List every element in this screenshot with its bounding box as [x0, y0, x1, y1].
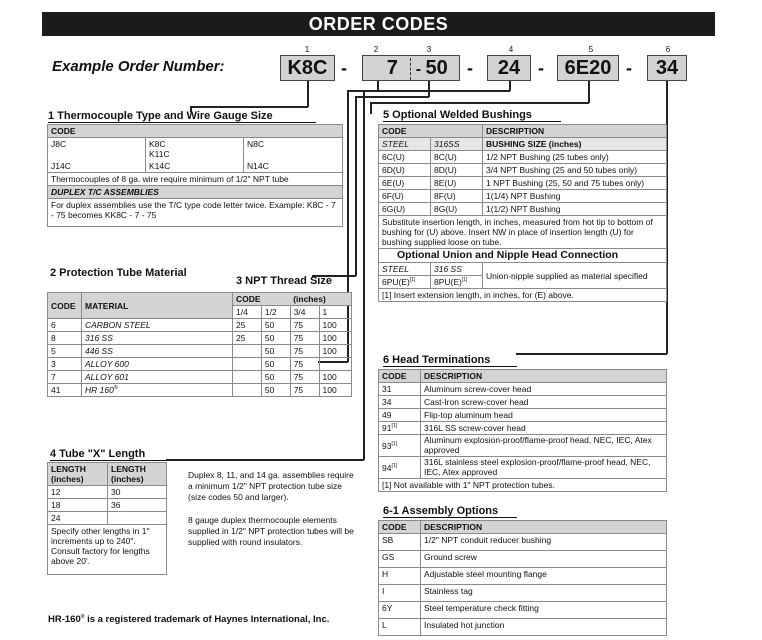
code-box-length: 24 [487, 55, 531, 81]
npt-code-header: CODE [233, 293, 291, 306]
union-code: 8PU(E)[1] [431, 276, 483, 289]
section-6-1-table [378, 520, 667, 636]
section-2-title: 2 Protection Tube Material [50, 267, 187, 279]
npt-inches-header: (inches) [290, 293, 351, 306]
table-row: 24 [48, 512, 167, 525]
table-row: 7 ALLOY 601 50 75 100 [48, 371, 352, 384]
section-4-table [47, 462, 167, 575]
connector-line [588, 81, 590, 103]
table-row: L Insulated hot junction [379, 619, 667, 636]
connector-line [428, 81, 430, 97]
code-number-2: 2 [373, 45, 379, 54]
material-header: MATERIAL [82, 293, 233, 319]
code-number-3: 3 [426, 45, 432, 54]
code-header: CODE [48, 125, 343, 138]
table-row: 6C(U) 8C(U) 1/2 NPT Bushing (25 tubes only) [379, 151, 667, 164]
table-row: 93[1] Aluminum explosion-proof/flame-proof head, NEC, IEC, Atex approved [379, 435, 667, 457]
section-5-table: CODE DESCRIPTION STEEL 316SS BUSHING SIZE (inches) 6C(U) 8C(U) 1/2 NPT Bushing (25 tubes only) 6D(U) 8D(U) 3/4 NPT Bushing (25 and 50 tubes only) 6E(U) 8E(U) 1 NPT Bushing (25, 50 and 75 tubes only) 6F(U) 8F(U) 1(1/4) NPT Bushing 6G(U) 8G(U) 1(1/2) NPT Bushing Substitute insertion length, in inches, measured from hot tip to bottom of bushing for (U) above. Insert NW in place of insertion length (U) for bushing supplied loose on tube. Optional Union and Nipple Head Connection STEEL 316 SS Union-nipple supplied as material specified 6PU(E)[1] 8PU(E)[1] [1] Insert extension length, in inches, for (E) above. [378, 124, 667, 302]
tc-code-cell: J14C [48, 160, 146, 173]
table-row: 6G(U) 8G(U) 1(1/2) NPT Bushing [379, 203, 667, 216]
code-npt: 50 [425, 57, 448, 79]
section-1-table [47, 124, 343, 227]
duplex-note-1: Duplex 8, 11, and 14 ga. assemblies require a minimum 1/2" NPT protection tube size (size codes 50 and larger). [188, 470, 354, 502]
connector-line [363, 90, 510, 92]
wire-gauge-note: Thermocouples of 8 ga. wire require minimum of 1/2" NPT tube [48, 173, 343, 186]
code-box-head: 34 [647, 55, 687, 81]
section-3-title: 3 NPT Thread Size [236, 275, 332, 287]
table-row: 91[1] 316L SS screw-cover head [379, 422, 667, 435]
union-title: Optional Union and Nipple Head Connection [379, 249, 667, 263]
section-1-title: 1 Thermocouple Type and Wire Gauge Size [48, 110, 316, 123]
table-row: I Stainless tag [379, 585, 667, 602]
desc-header: DESCRIPTION [421, 521, 667, 534]
head-note: [1] Not available with 1" NPT protection tubes. [379, 479, 667, 492]
code-dash: - [538, 58, 544, 78]
example-order-label: Example Order Number: [52, 58, 225, 75]
table-row: SB 1/2" NPT conduit reducer bushing [379, 534, 667, 551]
tc-code-cell: N8C [244, 138, 343, 161]
order-codes-banner: ORDER CODES [42, 12, 715, 36]
connector-line [370, 102, 589, 104]
trademark-note: HR-160® is a registered trademark of Haynes International, Inc. [48, 614, 330, 626]
table-row: 34 Cast-Iron screw-cover head [379, 396, 667, 409]
tc-code-cell: K8C K11C [146, 138, 244, 161]
union-desc: Union-nipple supplied as material specified [483, 263, 667, 289]
table-row: H Adjustable steel mounting flange [379, 568, 667, 585]
duplex-header: DUPLEX T/C ASSEMBLIES [48, 186, 343, 199]
table-row: 12 30 [48, 486, 167, 499]
section-6-table [378, 369, 667, 492]
connector-line [516, 353, 667, 355]
npt-col: 3/4 [290, 306, 319, 319]
code-box-material-npt [362, 55, 460, 81]
connector-line [363, 90, 365, 460]
connector-line [166, 459, 364, 461]
table-row: 6Y Steel temperature check fitting [379, 602, 667, 619]
code-dash: - [411, 61, 426, 78]
duplex-note-2: 8 gauge duplex thermocouple elements supplied in 1/2" NPT protection tubes will be supplied with round insulators. [188, 515, 354, 547]
duplex-note: For duplex assemblies use the T/C type code letter twice. Example: K8C - 7 - 75 becomes KK8C - 7 - 75 [48, 199, 343, 227]
tc-code-cell: J8C [48, 138, 146, 161]
tc-code-cell: K14C [146, 160, 244, 173]
section-6-1-title: 6-1 Assembly Options [383, 505, 517, 518]
npt-col: 1/2 [261, 306, 290, 319]
table-row: 6E(U) 8E(U) 1 NPT Bushing (25, 50 and 75 tubes only) [379, 177, 667, 190]
table-row: 31 Aluminum screw-cover head [379, 383, 667, 396]
section-6-title: 6 Head Terminations [383, 354, 517, 367]
code-box-tc-type: K8C [280, 55, 335, 81]
code-dash: - [467, 58, 473, 78]
table-row: 5 446 SS 50 75 100 [48, 345, 352, 358]
code-box-bushing: 6E20 [557, 55, 619, 81]
connector-line [370, 102, 372, 114]
code-number-1: 1 [304, 45, 310, 54]
table-row: 8 316 SS 25 50 75 100 [48, 332, 352, 345]
code-number-4: 4 [508, 45, 514, 54]
table-row: 94[1] 316L stainless steel explosion-proof/flame-proof head, NEC, IEC, Atex approved [379, 457, 667, 479]
code-dash: - [341, 58, 347, 78]
length-header: LENGTH (inches) [108, 463, 167, 486]
section-2-3-table [47, 292, 352, 397]
table-row: 18 36 [48, 499, 167, 512]
union-code: 6PU(E)[1] [379, 276, 431, 289]
length-note: Specify other lengths in 1" increments up to 240". Consult factory for lengths above 20'. [48, 525, 167, 575]
tc-code-cell: N14C [244, 160, 343, 173]
connector-line [307, 81, 309, 107]
connector-line [190, 106, 308, 108]
table-row: 6 CARBON STEEL 25 50 75 100 [48, 319, 352, 332]
table-row: GS Ground screw [379, 551, 667, 568]
table-row: 6F(U) 8F(U) 1(1/4) NPT Bushing [379, 190, 667, 203]
section-5-title: 5 Optional Welded Bushings [383, 109, 561, 122]
code-header: CODE [379, 370, 421, 383]
union-note: [1] Insert extension length, in inches, for (E) above. [379, 289, 667, 302]
connector-line [355, 96, 357, 276]
table-row: 6D(U) 8D(U) 3/4 NPT Bushing (25 and 50 tubes only) [379, 164, 667, 177]
npt-col: 1 [319, 306, 351, 319]
section-4-title: 4 Tube "X" Length [50, 448, 166, 461]
code-header: CODE [48, 293, 82, 319]
code-material: 7 [386, 57, 398, 79]
desc-header: DESCRIPTION [483, 125, 667, 138]
table-row: 3 ALLOY 600 50 75 [48, 358, 352, 371]
table-row: 41 HR 160® 50 75 100 [48, 384, 352, 397]
bushing-note: Substitute insertion length, in inches, measured from hot tip to bottom of bushing for (U) above. Insert NW in place of insertion length (U) for bushing supplied loose on tube. [379, 216, 667, 249]
desc-header: DESCRIPTION [421, 370, 667, 383]
length-header: LENGTH (inches) [48, 463, 108, 486]
connector-line [355, 96, 429, 98]
table-row: 49 Flip-top aluminum head [379, 409, 667, 422]
npt-col: 1/4 [233, 306, 262, 319]
code-header: CODE [379, 125, 483, 138]
code-number-5: 5 [588, 45, 594, 54]
code-header: CODE [379, 521, 421, 534]
code-dash: - [626, 58, 632, 78]
code-number-6: 6 [665, 45, 671, 54]
